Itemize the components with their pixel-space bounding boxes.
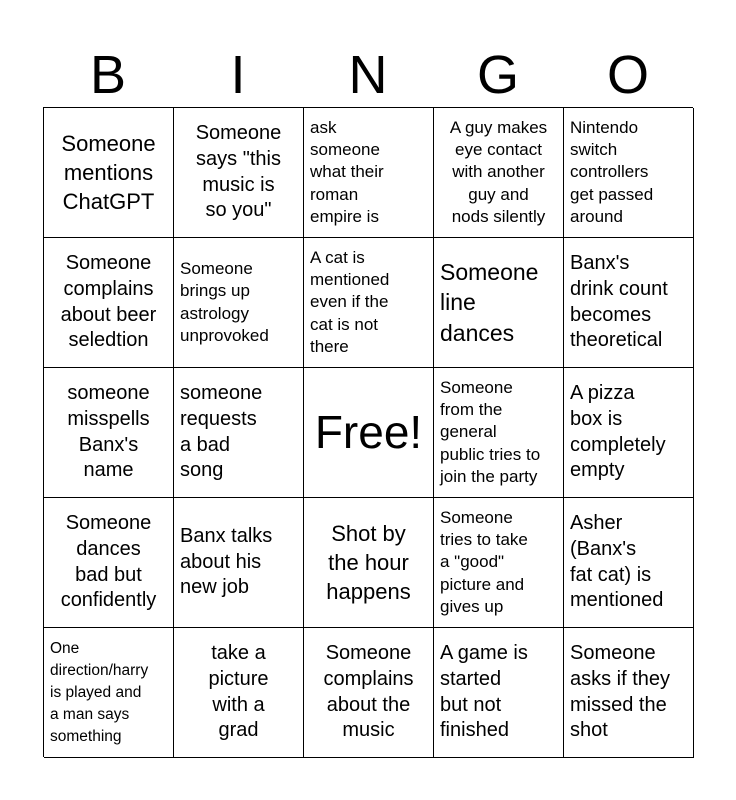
cell-text: Banx talks about his new job [180,525,273,599]
bingo-cell-1-1[interactable] [44,108,174,238]
header-letter-g: G [476,45,519,105]
cell-text: A game is started but not finished [440,642,528,742]
bingo-cell-2-5[interactable] [564,238,694,368]
cell-text: take a picture with a grad [208,642,269,742]
bingo-cell-2-3[interactable] [304,238,434,368]
bingo-cell-2-4[interactable] [434,238,564,368]
bingo-cell-1-4[interactable] [434,108,564,238]
cell-text: Someone complains about beer seledtion [60,252,157,352]
bingo-cell-5-1[interactable] [44,628,174,758]
bingo-cell-4-5[interactable] [564,498,694,628]
bingo-header [43,44,693,106]
cell-text: Someone tries to take a "good" picture and gives up [440,508,528,616]
cell-text: Someone says "this music is so you" [195,122,282,222]
cell-text: Someone complains about the music [323,642,414,742]
cell-text: Asher (Banx's fat cat) is mentioned [570,512,664,612]
header-letter-n: N [348,45,388,105]
cell-text: someone requests a bad song [180,382,263,482]
cell-text: A cat is mentioned even if the cat is not there [310,248,390,356]
bingo-cell-5-5[interactable] [564,628,694,758]
bingo-grid [43,107,693,757]
bingo-cell-3-4[interactable] [434,368,564,498]
cell-text: Nintendo switch controllers get passed around [570,118,654,226]
bingo-cell-2-2[interactable] [174,238,304,368]
bingo-cell-3-5[interactable] [564,368,694,498]
bingo-cell-1-3[interactable] [304,108,434,238]
bingo-cell-1-2[interactable] [174,108,304,238]
header-letter-b: B [89,45,127,105]
header-letter-o: O [606,45,649,105]
cell-text: A pizza box is completely empty [570,382,666,482]
bingo-cell-1-5[interactable] [564,108,694,238]
bingo-cell-3-2[interactable] [174,368,304,498]
bingo-cell-5-2[interactable] [174,628,304,758]
header-letter-i: I [230,45,246,105]
bingo-cell-3-1[interactable] [44,368,174,498]
cell-text: Shot by the hour happens [326,520,411,605]
bingo-cell-4-1[interactable] [44,498,174,628]
cell-text: someone misspells Banx's name [67,382,150,482]
bingo-cell-5-3[interactable] [304,628,434,758]
cell-text: Banx's drink count becomes theoretical [570,252,668,352]
cell-text: Someone line dances [440,258,539,346]
cell-text: Someone dances bad but confidently [60,512,157,612]
bingo-cell-4-3[interactable] [304,498,434,628]
free-space-text: Free! [314,405,423,458]
cell-text: ask someone what their roman empire is [310,118,384,226]
cell-text: One direction/harry is played and a man says something [50,639,149,745]
bingo-cell-5-4[interactable] [434,628,564,758]
bingo-cell-4-2[interactable] [174,498,304,628]
cell-text: Someone mentions ChatGPT [61,130,156,215]
cell-text: Someone from the general public tries to join the party [440,378,541,486]
cell-text: A guy makes eye contact with another guy and nods silently [449,118,548,226]
bingo-cell-4-4[interactable] [434,498,564,628]
free-space[interactable] [304,368,434,498]
bingo-cell-2-1[interactable] [44,238,174,368]
cell-text: Someone brings up astrology unprovoked [180,259,269,345]
cell-text: Someone asks if they missed the shot [570,642,671,742]
